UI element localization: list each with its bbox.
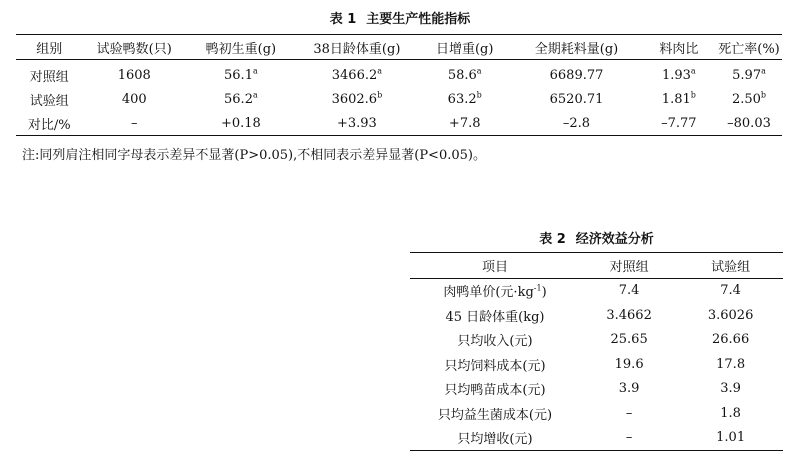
table1-cell (16, 87, 82, 111)
cell-value: 19.6 (614, 356, 644, 372)
cell-value: 63.2 (447, 91, 477, 107)
table1-row (16, 87, 782, 111)
table2-cell (678, 303, 783, 328)
table1-cell (418, 60, 511, 88)
table2-cell (410, 401, 580, 426)
cell-value: 1.01 (716, 430, 746, 446)
table1-cell (511, 87, 641, 111)
table1-cell (186, 60, 296, 88)
table1-header-cell: 死亡率(%) (716, 35, 782, 60)
table1-cell (716, 60, 782, 88)
table2-cell (678, 352, 783, 377)
table2-caption-title: 经济效益分析 (575, 232, 654, 247)
table1-cell (82, 111, 186, 136)
cell-value: 对照组 (29, 69, 69, 85)
cell-value: +7.8 (448, 115, 481, 131)
significance-superscript: b (760, 90, 767, 100)
table2-cell (678, 377, 783, 402)
significance-superscript: a (252, 90, 258, 100)
significance-superscript: a (690, 66, 696, 76)
table1-caption-number: 表 1 (329, 12, 357, 27)
significance-superscript: b (476, 90, 482, 100)
cell-value: 26.66 (712, 332, 750, 348)
table1-caption (0, 8, 800, 27)
table1-header-cell: 日增重(g) (418, 35, 511, 60)
table1-cell (642, 87, 716, 111)
table1-cell (716, 87, 782, 111)
table2-cell (678, 426, 783, 451)
table1-header-cell: 试验鸭数(只) (82, 35, 186, 60)
table1-header-cell: 全期耗料量(g) (511, 35, 641, 60)
cell-value: 6520.71 (549, 91, 604, 107)
table2-header-cell: 试验组 (678, 253, 783, 279)
table1-cell (16, 111, 82, 136)
table2-cell (678, 278, 783, 303)
table1-header-cell: 38日龄体重(g) (296, 35, 418, 60)
table2-cell (580, 303, 678, 328)
cell-value: 3.4662 (606, 307, 652, 323)
table2-cell (580, 278, 678, 303)
cell-value: –2.8 (562, 115, 591, 131)
cell-value: 56.2 (224, 91, 253, 107)
table1-row (16, 60, 782, 88)
cell-value: 对比/% (27, 117, 71, 133)
table1-body (16, 60, 782, 136)
significance-superscript: a (476, 66, 482, 76)
cell-value: 只均鸭苗成本(元) (444, 383, 546, 399)
table1-row (16, 111, 782, 136)
table1-cell (296, 111, 418, 136)
table2-row (410, 303, 783, 328)
cell-value: 3466.2 (331, 67, 378, 83)
table1-cell (186, 111, 296, 136)
cell-value: 3602.6 (331, 91, 378, 107)
table2-cell (580, 352, 678, 377)
cell-value: 3.6026 (707, 307, 754, 323)
cell-value: 58.6 (447, 67, 477, 83)
table2-row (410, 352, 783, 377)
table2-row (410, 377, 783, 402)
table2-cell (410, 328, 580, 353)
table2-row (410, 426, 783, 451)
cell-value: 25.65 (610, 332, 648, 348)
table2-cell (580, 377, 678, 402)
significance-superscript: b (690, 90, 696, 100)
table1-cell (511, 111, 641, 136)
table1-cell (511, 60, 641, 88)
table1-cell (296, 87, 418, 111)
table2-row (410, 328, 783, 353)
cell-value: 7.4 (618, 283, 640, 299)
table2-cell (410, 352, 580, 377)
table1-header-cell: 料肉比 (642, 35, 716, 60)
cell-value: – (625, 405, 633, 421)
cell-value: 5.97 (732, 67, 762, 83)
production-performance-table (16, 34, 782, 136)
cell-value: – (625, 430, 633, 446)
cell-value: 3.9 (720, 381, 741, 397)
significance-superscript: a (761, 66, 766, 76)
significance-superscript: a (377, 66, 383, 76)
table2-row (410, 401, 783, 426)
table2-cell (580, 426, 678, 451)
table2-body (410, 278, 783, 451)
significance-superscript: b (377, 90, 383, 100)
table2-cell (580, 328, 678, 353)
table2-header-row (410, 253, 783, 279)
table1-header-cell: 组别 (16, 35, 82, 60)
significance-superscript: -1 (533, 283, 542, 293)
significance-superscript: a (252, 66, 258, 76)
cell-value: 2.50 (731, 91, 761, 107)
table1-cell (642, 60, 716, 88)
table2-row (410, 278, 783, 303)
table1-cell (186, 87, 296, 111)
table1-cell (82, 87, 186, 111)
table2-cell (678, 401, 783, 426)
table2-caption-number: 表 2 (539, 232, 566, 247)
cell-value: 6689.77 (549, 67, 604, 83)
table1-cell (418, 87, 511, 111)
table2-cell (410, 426, 580, 451)
cell-value: 400 (121, 91, 147, 107)
cell-value: 试验组 (29, 93, 69, 109)
economic-benefit-table (410, 252, 783, 451)
cell-value: –7.77 (661, 115, 697, 131)
table2-cell (410, 303, 580, 328)
table2-cell (410, 377, 580, 402)
cell-value: +3.93 (336, 115, 377, 131)
cell-value: 1.93 (661, 67, 691, 83)
table1-cell (296, 60, 418, 88)
cell-value: 只均增收(元) (457, 432, 533, 448)
table1-caption-title: 主要生产性能指标 (366, 12, 471, 27)
cell-suffix: ) (541, 285, 547, 301)
cell-value: 3.9 (618, 381, 640, 397)
cell-value: 只均饲料成本(元) (444, 358, 546, 374)
cell-value: 7.4 (720, 283, 741, 299)
table1-header-cell: 鸭初生重(g) (186, 35, 296, 60)
cell-value: –80.03 (727, 115, 771, 131)
table1-cell (82, 60, 186, 88)
cell-value: 肉鸭单价(元·kg (443, 285, 534, 301)
table1-cell (16, 60, 82, 88)
cell-value: 只均益生菌成本(元) (437, 407, 553, 423)
cell-value: 45 日龄体重(kg) (445, 309, 545, 325)
table1-cell (716, 111, 782, 136)
table2-cell (580, 401, 678, 426)
cell-value: 17.8 (716, 356, 746, 372)
table2-caption (410, 228, 783, 247)
table1-cell (642, 111, 716, 136)
cell-value: 1608 (117, 67, 151, 83)
cell-value: 56.1 (224, 67, 253, 83)
cell-value: +0.18 (220, 115, 261, 131)
table2-header-cell: 对照组 (580, 253, 678, 279)
table1-footnote: 注:同列肩注相同字母表示差异不显著(P>0.05),不相同表示差异显著(P<0.05)。 (22, 148, 486, 163)
table1-cell (418, 111, 511, 136)
table1-header-row (16, 35, 782, 60)
table2-cell (678, 328, 783, 353)
table2-header-cell: 项目 (410, 253, 580, 279)
cell-value: 1.81 (661, 91, 691, 107)
cell-value: – (131, 115, 138, 131)
cell-value: 只均收入(元) (457, 334, 533, 350)
table2-cell (410, 278, 580, 303)
cell-value: 1.8 (720, 405, 741, 421)
